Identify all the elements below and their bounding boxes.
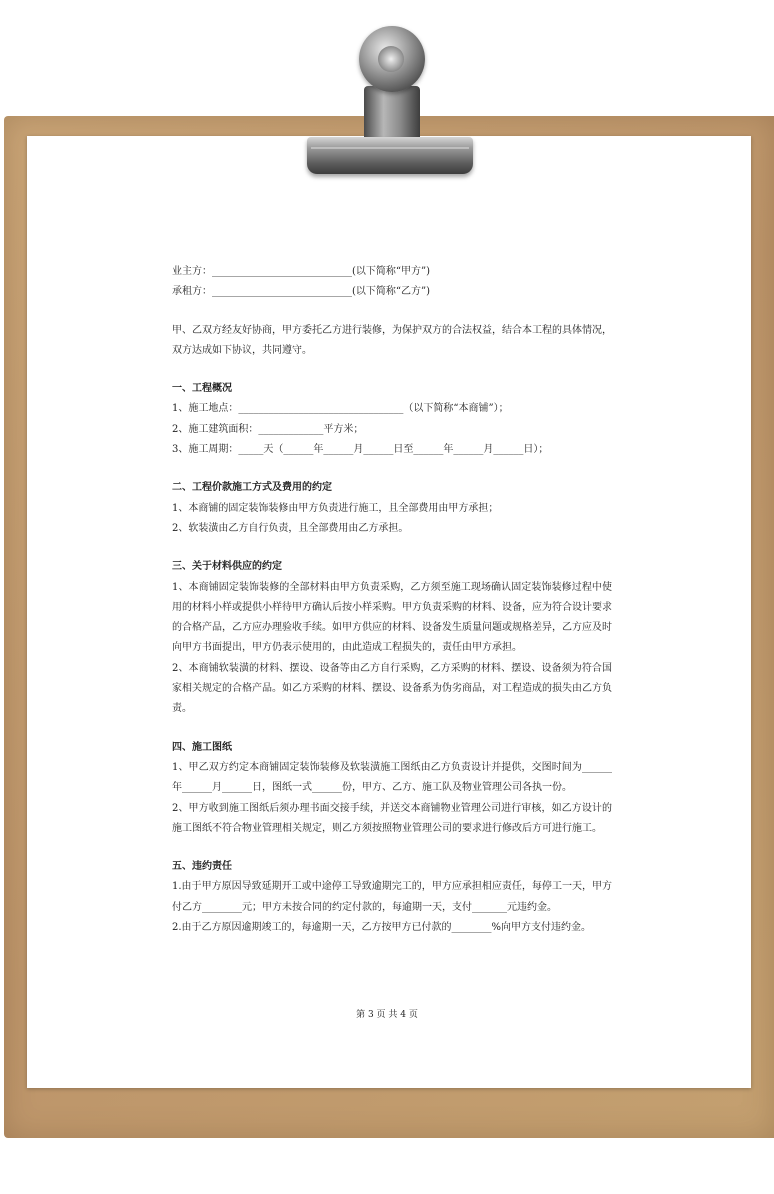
party-a-line: 业主方：____________________________(以下简称“甲方”) — [172, 266, 431, 277]
clip-bar — [307, 137, 473, 174]
section-item: 1、本商铺固定装饰装修的全部材料由甲方负责采购，乙方须至施工现场确认固定装饰装修过程中使用的材料小样或提供小样待甲方确认后按小样采购。甲方负责采购的材料、设备，应为符合设计要求的合格产品，乙方应办理验收手续。如甲方供应的材料、设备发生质量问题或规格差异，乙方应及时向甲方书面提出，甲方仍表示使用的，由此造成工程损失的，责任由甲方承担。 — [172, 581, 612, 654]
clip-arm — [364, 86, 420, 144]
clip-hole — [378, 46, 404, 72]
section-item: 2、本商铺软装潢的材料、摆设、设备等由乙方自行采购，乙方采购的材料、摆设、设备须为符合国家相关规定的合格产品。如乙方采购的材料、摆设、设备系为伪劣商品，对工程造成的损失由乙方负责。 — [172, 662, 612, 715]
party-b-line: 承租方：____________________________(以下简称“乙方”) — [172, 286, 431, 298]
section-item: 2、软装潢由乙方自行负责，且全部费用由乙方承担。 — [172, 522, 409, 534]
section-item: 1、甲乙双方约定本商铺固定装饰装修及软装潢施工图纸由乙方负责设计并提供，交图时间为______年______月______日，图纸一式______份，甲方、乙方、施工队及物业管理公司各执一份。 — [172, 761, 612, 794]
section-item: 2.由于乙方原因逾期竣工的，每逾期一天，乙方按甲方已付款的________%向甲方支付违约金。 — [172, 922, 592, 934]
section-title: 二、工程价款施工方式及费用的约定 — [172, 482, 332, 494]
section-item: 1、本商铺的固定装饰装修由甲方负责进行施工，且全部费用由甲方承担； — [172, 502, 499, 514]
section-item: 2、甲方收到施工图纸后须办理书面交接手续，并送交本商铺物业管理公司进行审核，如乙方设计的施工图纸不符合物业管理相关规定，则乙方须按照物业管理公司的要求进行修改后方可进行施工。 — [172, 802, 612, 834]
section-title: 三、关于材料供应的约定 — [172, 561, 282, 573]
section-item: 1.由于甲方原因导致延期开工或中途停工导致逾期完工的，甲方应承担相应责任，每停工一天，甲方付乙方________元；甲方未按合同的约定付款的，每逾期一天，支付_______元违约金。 — [172, 881, 612, 913]
section-title: 五、违约责任 — [172, 861, 232, 873]
contract-text — [172, 262, 612, 938]
section-item: 1、施工地点：_________________________________（以下简称“本商铺”）； — [172, 403, 509, 415]
intro-paragraph: 甲、乙双方经友好协商，甲方委托乙方进行装修，为保护双方的合法权益，结合本工程的具体情况，双方达成如下协议，共同遵守。 — [172, 324, 612, 356]
section-title: 四、施工图纸 — [172, 741, 232, 753]
section-title: 一、工程概况 — [172, 383, 232, 395]
page-footer: 第 3 页 共 4 页 — [356, 1010, 418, 1020]
section-item: 2、施工建筑面积：_____________平方米； — [172, 423, 364, 435]
section-item: 3、施工周期：_____天（______年______月______日至______年______月______日）； — [172, 444, 549, 456]
